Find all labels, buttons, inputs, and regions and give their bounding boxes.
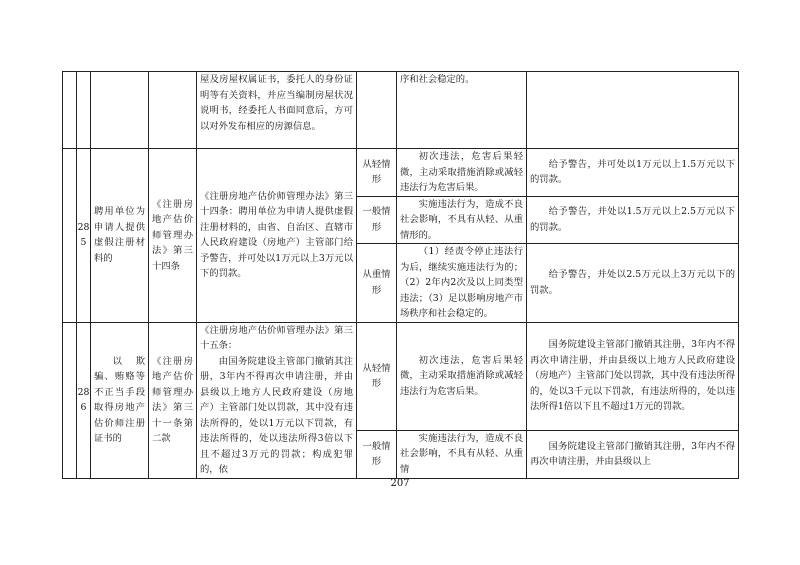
table-row (63, 322, 739, 430)
standard-cell: 序和社会稳定的。 (397, 72, 527, 149)
circumstance-cell: 从重情形 (357, 244, 397, 323)
circumstance-cell (357, 72, 397, 149)
standard-text: 初次违法，危害后果轻微，主动采取措施消除或减轻违法行为危害后果。 (400, 151, 523, 193)
standard-text: 实施违法行为，造成不良社会影响，不具有从轻、从重情形的。 (400, 198, 523, 241)
penalty-cell (527, 322, 739, 430)
penalty-text: 国务院建设主管部门撤销其注册，3年内不得再次申请注册，并由县级以上地方人民政府建设（房地产）主管部门处以罚款，其中没有违法所得的，处以3千元以下罚款，有违法所得的，处以违法所得1倍以下且不超过1万元的罚款。 (530, 339, 735, 413)
penalty-text: 给予警告，并可处以1万元以上1.5万元以下的罚款。 (530, 158, 735, 186)
standard-cell (397, 244, 527, 323)
standard-cell (397, 430, 527, 478)
standard-text: （1）经责令停止违法行为后，继续实施违法行为的；（2）2年内2次及以上同类型违法；（3）足以影响房地产市场秩序和社会稳定的。 (400, 246, 523, 319)
circumstance-cell: 一般情形 (357, 196, 397, 244)
basis-cell: 《注册房地产估价师管理办法》第三十一条第二款 (149, 322, 197, 478)
row-number-cell: 286 (77, 322, 91, 478)
behavior-cell: 聘用单位为申请人提供虚假注册材料的 (91, 149, 149, 323)
penalty-cell (527, 244, 739, 323)
standard-cell (397, 196, 527, 244)
penalty-text: 给予警告，并处以2.5万元以上3万元以下的罚款。 (530, 269, 735, 296)
behavior-cell (91, 72, 149, 149)
blank-cell (63, 322, 77, 478)
blank-cell (63, 72, 77, 149)
page-number: 207 (390, 478, 410, 489)
penalty-discretion-table (62, 71, 739, 479)
provision-body: 由国务院建设主管部门撤销其注册，3年内不得再次申请注册，并由县级以上地方人民政府建设（房地产）主管部门处以罚款，其中没有违法所得的，处以1万元以下罚款，有违法所得的，处以违法所得3倍以下且不超过3万元的罚款；构成犯罪的，依 (200, 355, 353, 475)
basis-cell: 《注册房地产估价师管理办法》第三十四条 (149, 149, 197, 323)
blank-cell (63, 149, 77, 323)
behavior-cell (91, 322, 149, 478)
provision-heading: 《注册房地产估价师管理办法》第三十五条： (200, 324, 353, 351)
penalty-cell (527, 72, 739, 149)
penalty-cell (527, 196, 739, 244)
provision-content-cell (197, 322, 357, 478)
penalty-text: 给予警告，并处以1.5万元以上2.5万元以下的罚款。 (530, 206, 735, 233)
provision-content-cell: 屋及房屋权属证书，委托人的身份证明等有关资料，并应当编制房屋状况说明书，经委托人书面同意后，方可以对外发布相应的房源信息。 (197, 72, 357, 149)
standard-cell (397, 149, 527, 197)
behavior-text: 以欺骗、贿赂等不正当手段取得房地产估价师注册证书的 (94, 355, 145, 444)
standard-cell (397, 322, 527, 430)
standard-text: 实施违法行为，造成不良社会影响，不具有从轻、从重情 (400, 432, 523, 475)
basis-cell (149, 72, 197, 149)
row-number-cell (77, 72, 91, 149)
circumstance-cell: 一般情形 (357, 430, 397, 478)
row-number-cell: 285 (77, 149, 91, 323)
table-row-continued (63, 72, 739, 149)
circumstance-cell: 从轻情形 (357, 149, 397, 197)
standard-text: 初次违法，危害后果轻微，主动采取措施消除或减轻违法行为危害后果。 (400, 354, 523, 397)
penalty-cell (527, 149, 739, 197)
penalty-text: 国务院建设主管部门撤销其注册，3年内不得再次申请注册，并由县级以上 (530, 440, 735, 468)
penalty-cell (527, 430, 739, 478)
provision-content-cell: 《注册房地产估价师管理办法》第三十四条：聘用单位为申请人提供虚假注册材料的，由省、自治区、直辖市人民政府建设（房地产）主管部门给予警告，并可处以1万元以上3万元以下的罚款。 (197, 149, 357, 323)
circumstance-cell: 从轻情形 (357, 322, 397, 430)
table-row (63, 149, 739, 197)
